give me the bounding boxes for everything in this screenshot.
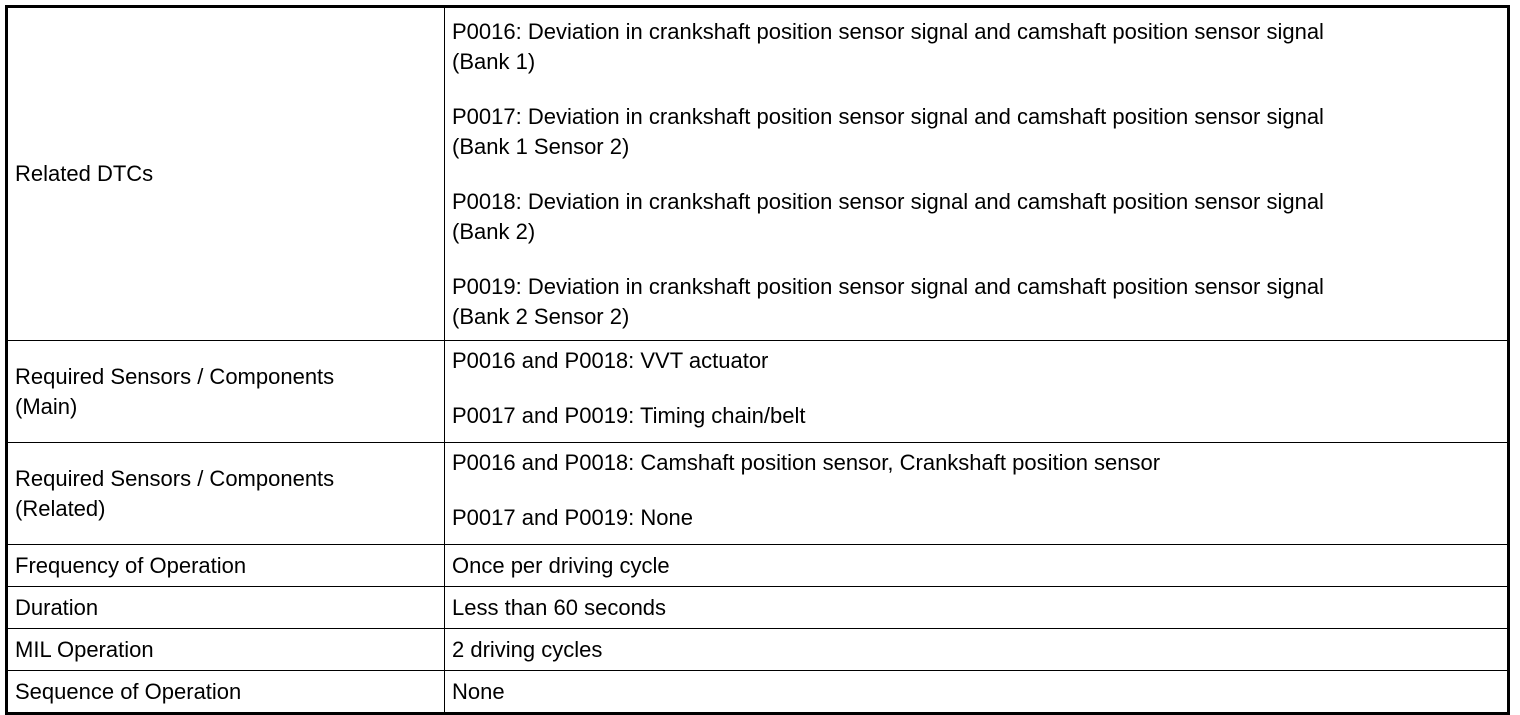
monitor-spec-table [5,5,1510,715]
table-row [7,545,1509,587]
row-value-related-dtcs [445,7,1509,341]
table-row [7,671,1509,714]
row-label-duration: Duration [7,587,445,629]
table-row [7,587,1509,629]
row-value-required-related [445,443,1509,545]
row-label-related-dtcs: Related DTCs [7,7,445,341]
dtc-entry-p0019: P0019: Deviation in crankshaft position sensor signal and camshaft position sensor signal (Bank 2 Sensor 2) [452,274,1324,329]
row-value-required-main [445,341,1509,443]
table-row [7,341,1509,443]
dtc-entry-p0017: P0017: Deviation in crankshaft position sensor signal and camshaft position sensor signal (Bank 1 Sensor 2) [452,104,1324,159]
row-label-required-related: Required Sensors / Components (Related) [7,443,445,545]
table-row [7,7,1509,341]
row-value-frequency: Once per driving cycle [445,545,1509,587]
component-entry: P0017 and P0019: Timing chain/belt [452,403,806,428]
component-entry: P0016 and P0018: VVT actuator [452,348,769,373]
row-value-duration: Less than 60 seconds [445,587,1509,629]
row-label-required-main: Required Sensors / Components (Main) [7,341,445,443]
row-label-frequency: Frequency of Operation [7,545,445,587]
row-label-mil-operation: MIL Operation [7,629,445,671]
table-row [7,629,1509,671]
dtc-entry-p0016: P0016: Deviation in crankshaft position sensor signal and camshaft position sensor signal (Bank 1) [452,19,1324,74]
dtc-entry-p0018: P0018: Deviation in crankshaft position sensor signal and camshaft position sensor signal (Bank 2) [452,189,1324,244]
component-entry: P0016 and P0018: Camshaft position sensor, Crankshaft position sensor [452,450,1161,475]
row-value-sequence: None [445,671,1509,714]
table-row [7,443,1509,545]
row-value-mil-operation: 2 driving cycles [445,629,1509,671]
row-label-sequence: Sequence of Operation [7,671,445,714]
component-entry: P0017 and P0019: None [452,505,693,530]
